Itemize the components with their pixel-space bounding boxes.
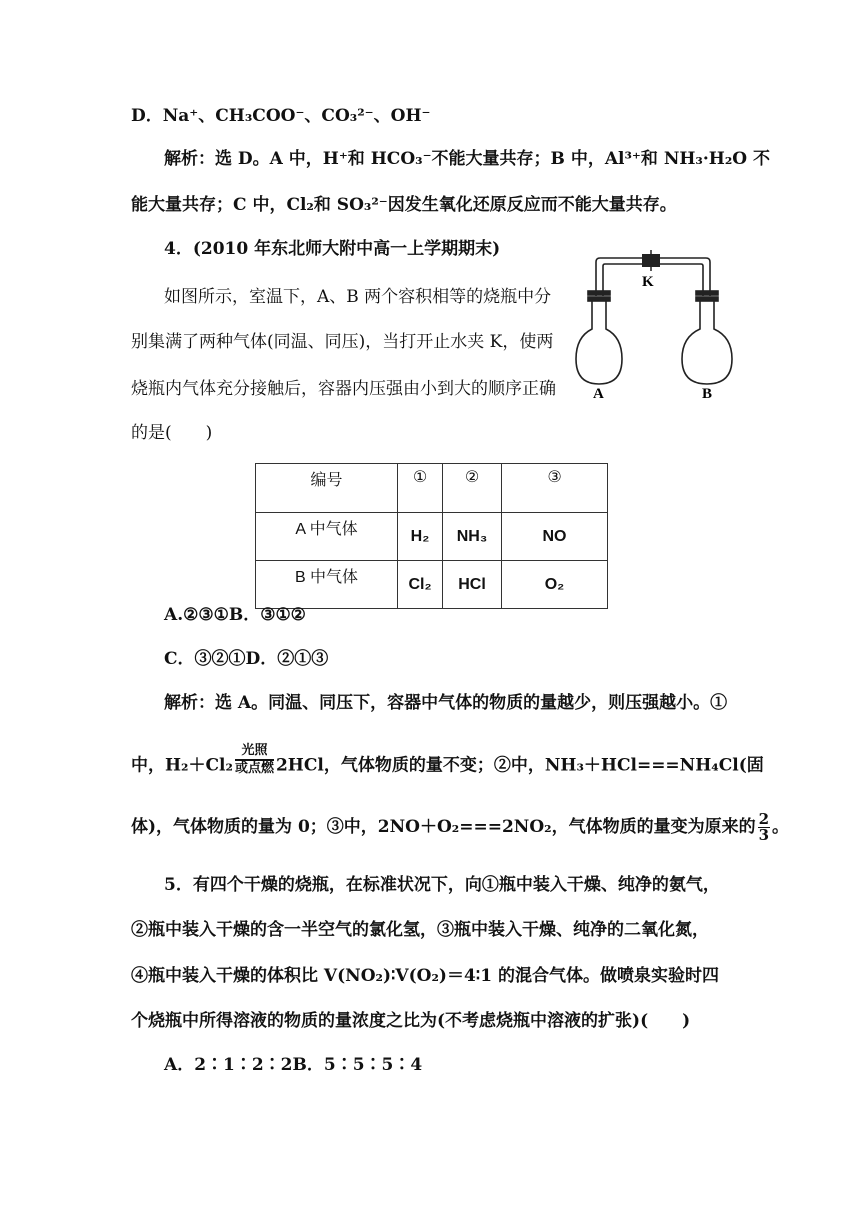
q4-analysis-2-pre: 中，H₂＋Cl₂ <box>131 755 233 776</box>
label-a: A <box>593 386 604 402</box>
fraction-two-thirds <box>758 812 770 843</box>
label-k: K <box>642 274 654 290</box>
q4-header: 4．(2010 年东北师大附中高一上学期期末) <box>164 239 501 259</box>
q4-analysis-3-pre: 体)，气体物质的量为 0；③中，2NO＋O₂===2NO₂，气体物质的量变为原来的 <box>131 817 756 837</box>
table-cell: HCl <box>443 561 502 609</box>
q5-stem-line-2: ②瓶中装入干燥的含一半空气的氯化氢，③瓶中装入干燥、纯净的二氧化氮， <box>131 920 709 940</box>
fraction-denominator: 3 <box>758 826 770 844</box>
q4-analysis-line-2 <box>131 743 764 782</box>
q5-stem-line-1: 5．有四个干燥的烧瓶，在标准状况下，向①瓶中装入干燥、纯净的氨气， <box>164 875 720 895</box>
table-cell: B 中气体 <box>256 561 398 609</box>
table-cell: ① <box>398 464 443 513</box>
table-header-row <box>256 464 608 513</box>
gas-table <box>255 463 608 609</box>
table-cell: ③ <box>502 464 608 513</box>
label-b: B <box>702 386 713 402</box>
q3-analysis-line-2: 能大量共存；C 中，Cl₂和 SO₃²⁻因发生氧化还原反应而不能大量共存。 <box>131 195 677 215</box>
table-cell: ② <box>443 464 502 513</box>
q3-analysis-line-1: 解析：选 D。A 中，H⁺和 HCO₃⁻不能大量共存；B 中，Al³⁺和 NH₃·H₂O 不 <box>164 149 771 169</box>
table-cell: O₂ <box>502 561 608 609</box>
q4-options-ab: A.②③①B．③①② <box>164 605 306 625</box>
q5-stem-line-3: ④瓶中装入干燥的体积比 V(NO₂)∶V(O₂)＝4∶1 的混合气体。做喷泉实验时四 <box>131 966 719 986</box>
table-row <box>256 513 608 561</box>
q4-analysis-line-1: 解析：选 A。同温、同压下，容器中气体的物质的量越少，则压强越小。① <box>164 693 728 713</box>
table-cell: 编号 <box>256 464 398 513</box>
table-cell: A 中气体 <box>256 513 398 561</box>
fraction-numerator: 2 <box>758 810 770 828</box>
condition-top: 光照 <box>235 744 274 761</box>
reaction-condition <box>235 744 274 776</box>
table-cell: H₂ <box>398 513 443 561</box>
q5-options-ab: A．2∶1∶2∶2B．5∶5∶5∶4 <box>164 1055 423 1075</box>
q4-stem-line-2: 别集满了两种气体(同温、同压)，当打开止水夹 K，使两 <box>131 332 554 352</box>
q3-option-d: D．Na⁺、CH₃COO⁻、CO₃²⁻、OH⁻ <box>131 106 431 126</box>
q4-stem-line-1: 如图所示，室温下，A、B 两个容积相等的烧瓶中分 <box>164 287 552 307</box>
q5-stem-line-4: 个烧瓶中所得溶液的物质的量浓度之比为(不考虑烧瓶中溶液的扩张)( ) <box>131 1011 691 1031</box>
table-cell: NH₃ <box>443 513 502 561</box>
table-cell: NO <box>502 513 608 561</box>
q4-stem-line-4: 的是( ) <box>131 423 213 443</box>
q4-stem-line-3: 烧瓶内气体充分接触后，容器内压强由小到大的顺序正确 <box>131 379 556 399</box>
q4-analysis-line-3 <box>131 812 789 843</box>
table-cell: Cl₂ <box>398 561 443 609</box>
q4-analysis-3-end: 。 <box>772 817 790 837</box>
q4-analysis-2-post: 2HCl，气体物质的量不变；②中，NH₃＋HCl===NH₄Cl(固 <box>275 755 764 776</box>
table-row <box>256 561 608 609</box>
flask-apparatus-figure <box>568 244 748 414</box>
q4-options-cd: C．③②①D．②①③ <box>164 649 329 669</box>
condition-bottom: 或点燃 <box>234 761 274 776</box>
